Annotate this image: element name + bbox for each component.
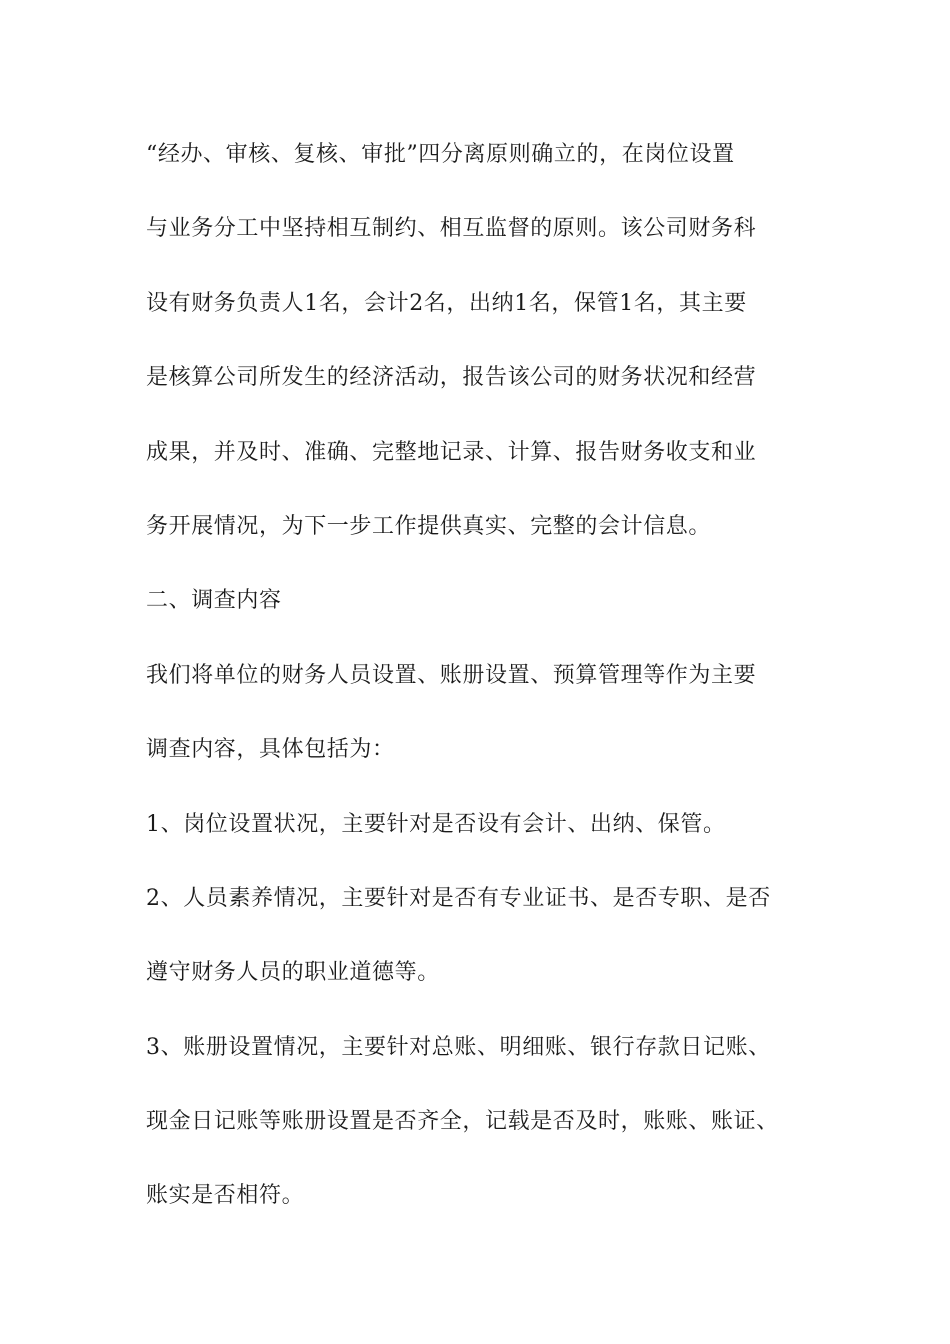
paragraph-line: 务开展情况，为下一步工作提供真实、完整的会计信息。 xyxy=(146,513,712,539)
paragraph-line: 我们将单位的财务人员设置、账册设置、预算管理等作为主要 xyxy=(146,662,757,688)
list-item-continuation: 账实是否相符。 xyxy=(146,1183,305,1209)
body-text xyxy=(146,135,836,1251)
section-heading: 二、调查内容 xyxy=(146,588,282,614)
list-item-continuation: 现金日记账等账册设置是否齐全，记载是否及时，账账、账证、 xyxy=(146,1109,779,1135)
list-item: 3、账册设置情况，主要针对总账、明细账、银行存款日记账、 xyxy=(146,1034,771,1060)
paragraph-line: 与业务分工中坚持相互制约、相互监督的原则。该公司财务科 xyxy=(146,216,757,242)
paragraph-line: 调查内容，具体包括为： xyxy=(146,737,395,763)
list-item: 2、人员素养情况，主要针对是否有专业证书、是否专职、是否 xyxy=(146,885,771,911)
paragraph-line: 是核算公司所发生的经济活动，报告该公司的财务状况和经营 xyxy=(146,365,757,391)
paragraph-line: 成果，并及时、准确、完整地记录、计算、报告财务收支和业 xyxy=(146,439,757,465)
list-item-continuation: 遵守财务人员的职业道德等。 xyxy=(146,960,440,986)
paragraph-line: 设有财务负责人1名，会计2名，出纳1名，保管1名，其主要 xyxy=(146,290,747,316)
list-item: 1、岗位设置状况，主要针对是否设有会计、出纳、保管。 xyxy=(146,811,726,837)
paragraph-line: “经办、审核、复核、审批”四分离原则确立的，在岗位设置 xyxy=(146,142,735,167)
